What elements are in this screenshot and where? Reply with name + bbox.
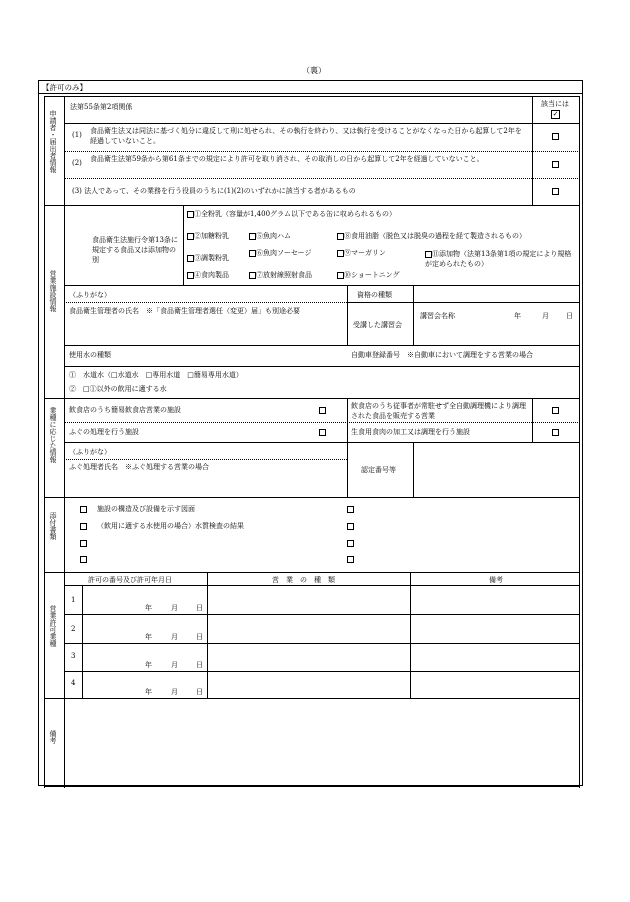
option-7-checkbox[interactable]: [249, 272, 256, 279]
permit-row-1-no: 1: [71, 596, 76, 604]
applicant-item-2-checkbox[interactable]: [552, 161, 559, 168]
course-taken-label: 受講した講習会: [353, 321, 402, 329]
option-7: [249, 271, 312, 280]
option-2-label: ②加糖粉乳: [194, 232, 229, 240]
applicant-header: 法第55条第2項関係: [70, 103, 133, 111]
raw-meat-label: 生食用食肉の加工又は調理を行う施設: [351, 428, 470, 436]
additive-label: 食品衛生法施行令第13条に規定する食品又は添加物の別: [92, 236, 178, 264]
option-6: [249, 249, 311, 258]
section-tag: 【許可のみ】: [42, 83, 87, 92]
option-4-label: ④食肉製品: [194, 271, 229, 279]
page-label: （裏）: [302, 66, 326, 75]
option-3-checkbox[interactable]: [187, 255, 194, 262]
course-year: 年: [514, 312, 521, 320]
option-11: [425, 249, 577, 269]
permit-row-3-month: 月: [171, 661, 178, 669]
permit-row-3-day: 日: [196, 661, 203, 669]
water-type-label: 使用水の種類: [69, 351, 111, 359]
permit-row-3-no: 3: [71, 652, 76, 660]
applicant-item-2-text: 食品衛生法第59条から第61条までの規定により許可を取り消され、その取消しの日から起算して2年を経過していないこと。: [90, 155, 484, 163]
facility-side-label: 営業施設情報: [49, 270, 57, 312]
applicant-item-3-text-num: [72, 187, 356, 196]
applicant-item-1-checkbox[interactable]: [552, 133, 559, 140]
attachment-1-label: 施設の構造及び設備を示す図面: [97, 505, 195, 513]
option-6-label: ⑥魚肉ソーセージ: [256, 249, 312, 257]
auto-cooking-label: 飲食店のうち従事者が常駐せず全自動調理機により調理された食品を販売する営業: [351, 402, 526, 420]
permit-row-1-year: 年: [145, 604, 152, 612]
option-9-checkbox[interactable]: [337, 250, 344, 257]
check-header: 該当には: [541, 100, 569, 108]
fugu-facility-label: ふぐの処理を行う施設: [69, 428, 139, 436]
manager-furigana: （ふりがな）: [69, 291, 111, 299]
permit-type-header: 営 業 の 種 類: [272, 576, 335, 584]
option-4: [187, 271, 229, 280]
option-6-checkbox[interactable]: [249, 250, 256, 257]
option-1-checkbox[interactable]: [187, 211, 194, 218]
option-5-checkbox[interactable]: [249, 233, 256, 240]
attachment-4-checkbox[interactable]: [80, 556, 87, 563]
permits-side-label: 営業許可業種: [49, 605, 57, 647]
course-month: 月: [542, 312, 549, 320]
fugu-processor-label: ふぐ処理者氏名 ※ふぐ処理する営業の場合: [69, 463, 209, 471]
attachment-5-checkbox[interactable]: [347, 506, 354, 513]
option-7-label: ⑦放射線照射食品: [256, 271, 312, 279]
applicant-item-1-text: 食品衛生法又は同法に基づく処分に違反して刑に処せられ、その執行を終わり、又は執行を受けることがなくなった日から起算して2年を経過していないこと。: [90, 127, 522, 145]
applicant-item-2-num: (2): [72, 159, 82, 167]
attachment-3-checkbox[interactable]: [80, 540, 87, 547]
option-5: [249, 232, 291, 241]
business-side-label: 業種に応じた情報: [49, 407, 57, 463]
option-3-label: ③調製粉乳: [194, 254, 229, 262]
attachment-8-checkbox[interactable]: [347, 556, 354, 563]
option-11-label: ⑪添加物（法第13条第1項の規定により規格が定められたもの）: [425, 250, 572, 268]
applicant-item-3-text: 法人であって、その業務を行う役員のうちに(1)(2)のいずれかに該当する者があるもの: [84, 187, 356, 195]
applicant-item-3-checkbox[interactable]: [552, 188, 559, 195]
simple-restaurant-label: 飲食店のうち簡易飲食店営業の施設: [69, 406, 181, 414]
option-2: [187, 232, 229, 241]
attachments-side-label: 添付書類: [49, 512, 57, 540]
option-3: [187, 254, 229, 263]
attachment-1-checkbox[interactable]: [80, 506, 87, 513]
option-9: [337, 249, 386, 258]
remarks-side-label: 備考: [49, 730, 57, 744]
attachment-6-checkbox[interactable]: [347, 523, 354, 530]
option-11-checkbox[interactable]: [425, 251, 432, 258]
attachment-2-checkbox[interactable]: [80, 523, 87, 530]
applicant-item-1-num: (1): [72, 131, 82, 139]
option-8-label: ⑧食用油脂（脱色又は脱臭の過程を経て製造されるもの）: [344, 232, 526, 240]
manager-name-label: 食品衛生管理者の氏名 ※「食品衛生管理者選任（変更）届」も別途必要: [69, 307, 300, 315]
option-2-checkbox[interactable]: [187, 233, 194, 240]
option-10: [337, 271, 399, 280]
vehicle-registration-label: 自動車登録番号 ※自動車において調理をする営業の場合: [351, 351, 533, 359]
fugu-facility-checkbox[interactable]: [319, 429, 326, 436]
permit-note-header: 備考: [489, 576, 503, 584]
permit-row-4-day: 日: [196, 688, 203, 696]
permit-row-4-year: 年: [145, 688, 152, 696]
option-1: [187, 210, 396, 219]
auto-cooking-checkbox[interactable]: [552, 407, 559, 414]
course-day: 日: [566, 312, 573, 320]
course-name-label: 講習会名称: [420, 312, 455, 320]
option-4-checkbox[interactable]: [187, 272, 194, 279]
check-mark-icon: ✓: [552, 110, 559, 118]
water-option-1: ① 水道水（□水道水 □専用水道 □簡易専用水道）: [69, 371, 243, 379]
permit-row-2-day: 日: [196, 633, 203, 641]
option-5-label: ⑤魚肉ハム: [256, 232, 291, 240]
option-1-label: ①全粉乳（容量が1,400グラム以下である缶に収められるもの）: [194, 210, 396, 218]
attachment-2-label: （飲用に適する水使用の場合）水質検査の結果: [97, 522, 244, 530]
option-10-label: ⑩ショートニング: [344, 271, 400, 279]
raw-meat-checkbox[interactable]: [552, 429, 559, 436]
water-option-2: ② □①以外の飲用に適する水: [69, 385, 167, 393]
permit-row-1-day: 日: [196, 604, 203, 612]
applicant-item-3-num: (3): [72, 187, 82, 195]
option-9-label: ⑨マーガリン: [344, 249, 386, 257]
permit-row-2-month: 月: [171, 633, 178, 641]
qualification-type-label: 資格の種類: [357, 291, 392, 299]
permit-row-4-month: 月: [171, 688, 178, 696]
permit-row-2-no: 2: [71, 625, 76, 633]
cert-number-label: 認定番号等: [361, 466, 396, 474]
permit-row-3-year: 年: [145, 661, 152, 669]
simple-restaurant-checkbox[interactable]: [319, 407, 326, 414]
attachment-7-checkbox[interactable]: [347, 540, 354, 547]
permit-row-4-no: 4: [71, 679, 76, 687]
permit-row-2-year: 年: [145, 633, 152, 641]
applicant-side-label: 申請者・届出者情報: [49, 110, 57, 173]
option-8-checkbox[interactable]: [337, 233, 344, 240]
permit-number-header: 許可の番号及び許可年月日: [88, 576, 172, 584]
permit-row-1-month: 月: [171, 604, 178, 612]
option-8: [337, 232, 526, 241]
option-10-checkbox[interactable]: [337, 272, 344, 279]
fugu-furigana: （ふりがな）: [69, 448, 111, 456]
